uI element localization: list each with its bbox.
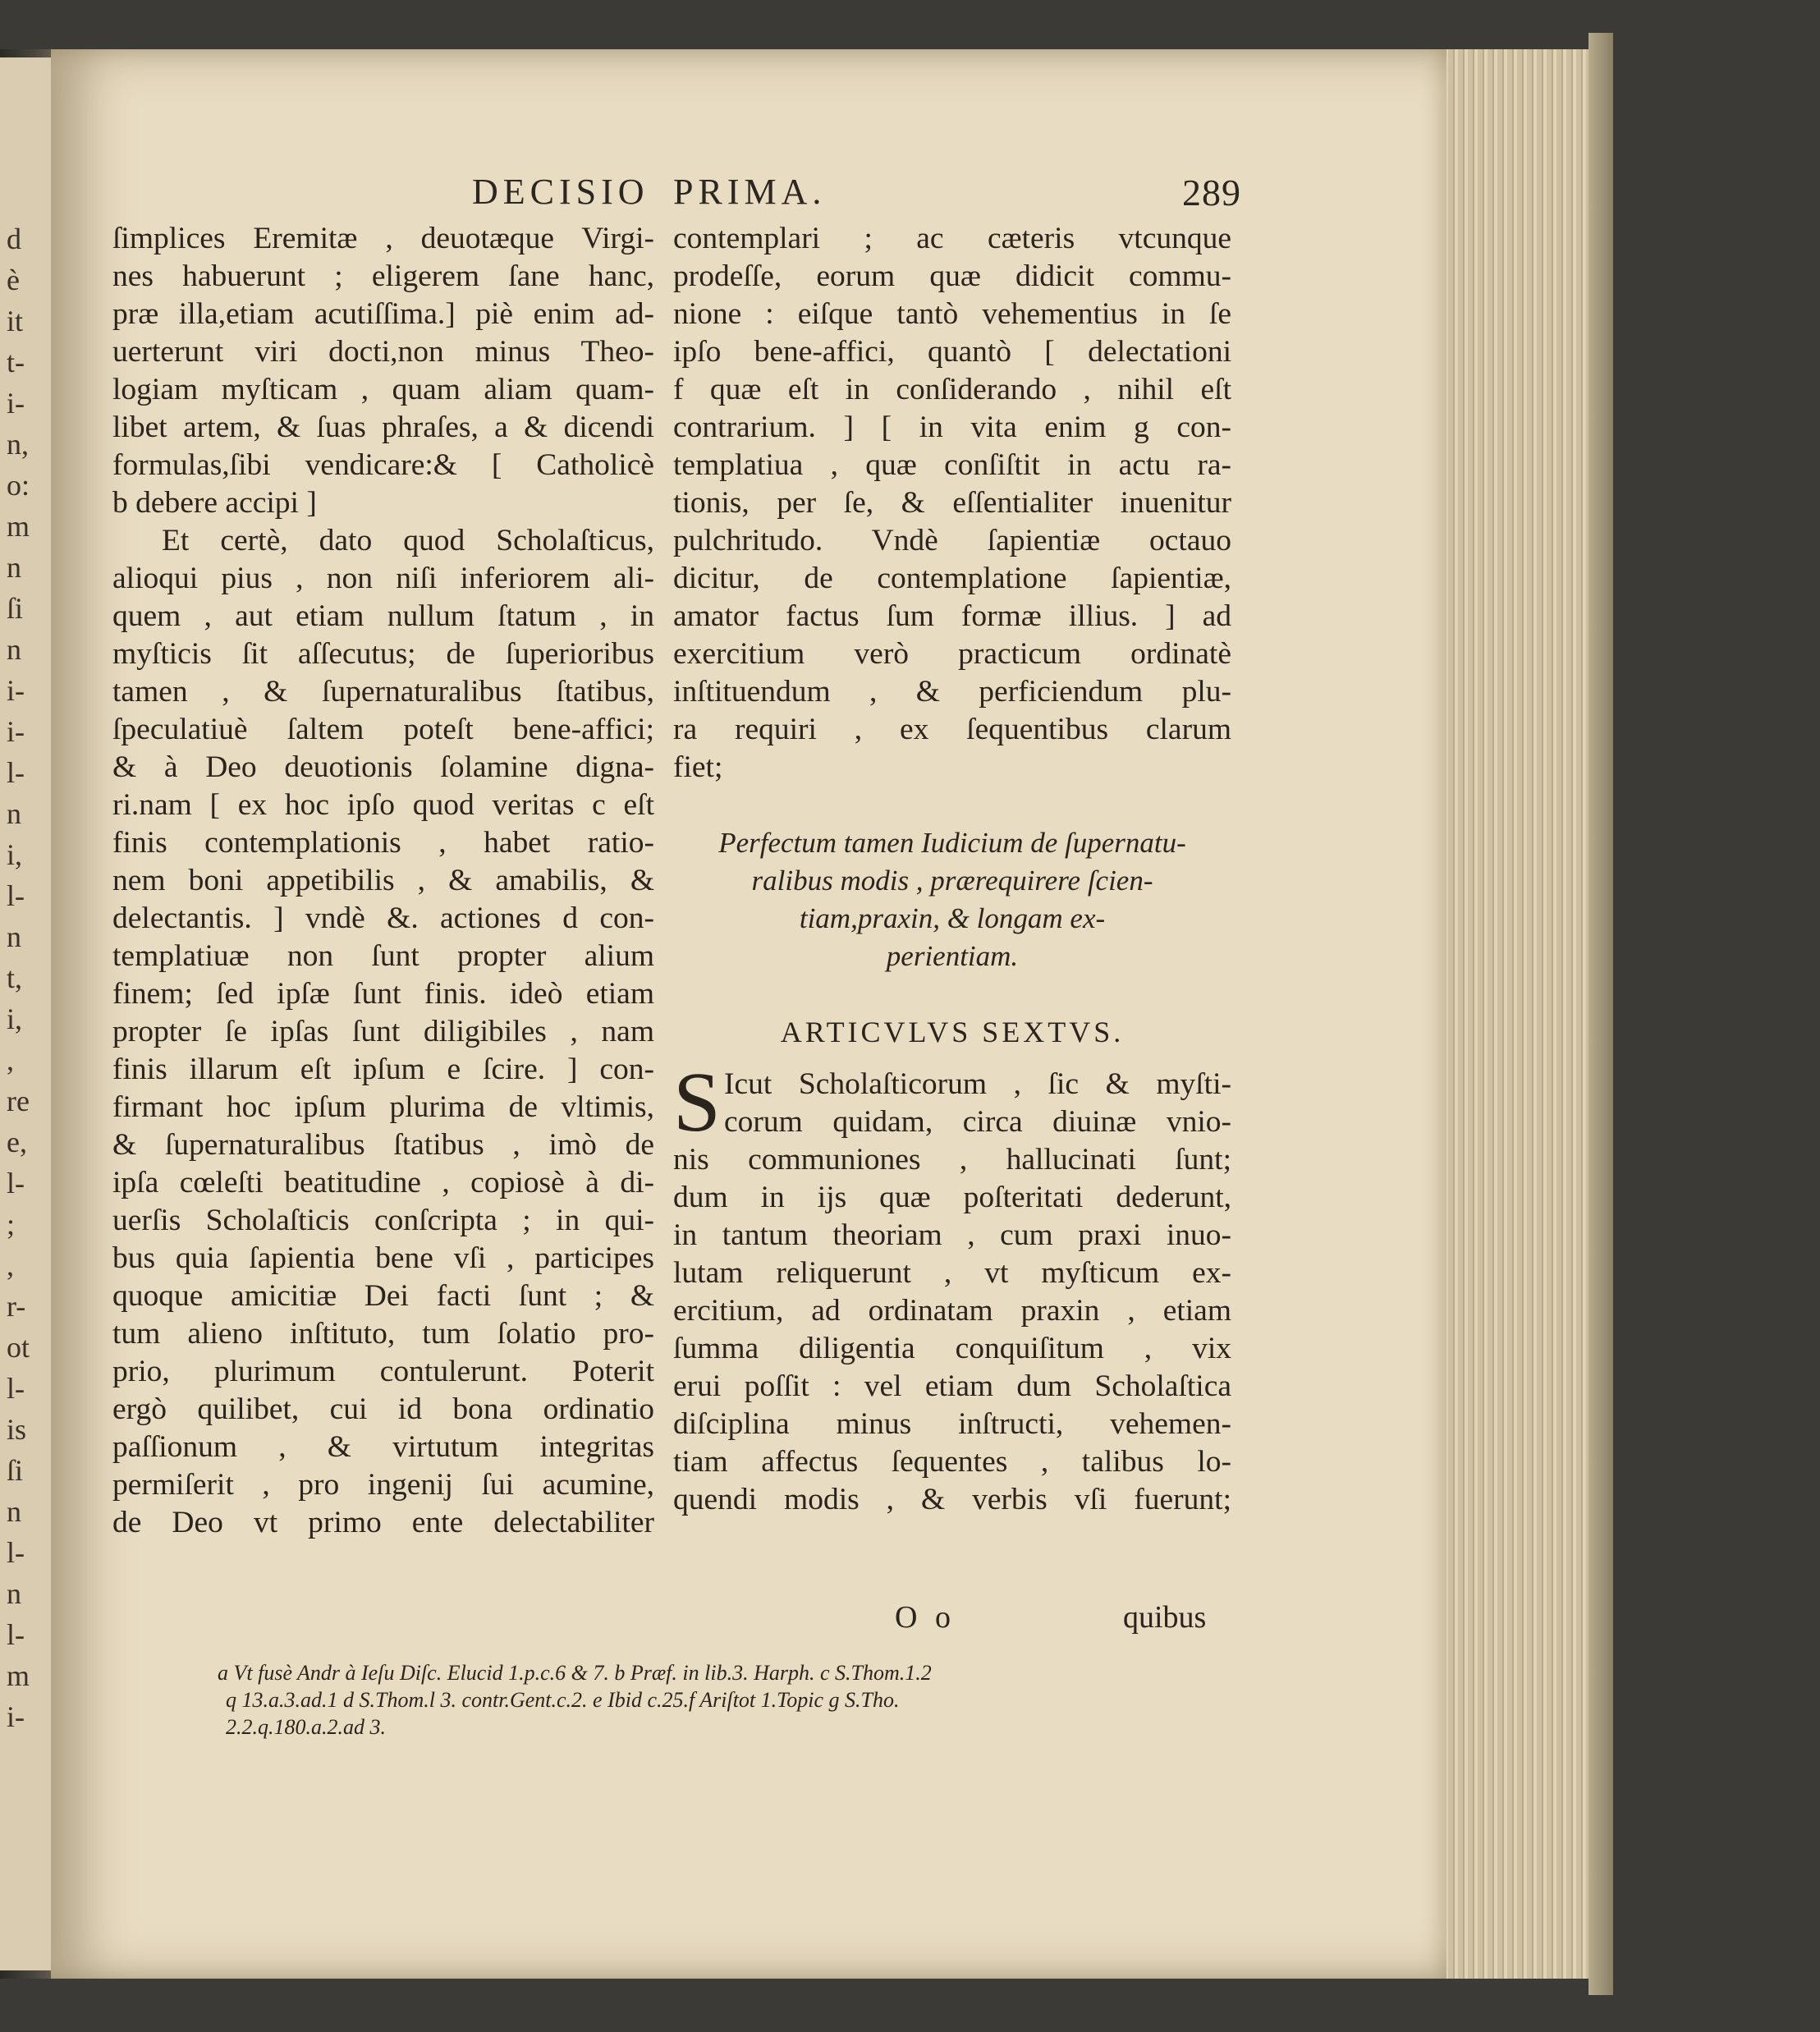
- section-heading-line: tiam,praxin, & longam ex-: [799, 902, 1106, 934]
- previous-page-edge: [0, 57, 53, 1970]
- text-line: nem boni appetibilis , & amabilis, &: [112, 864, 654, 897]
- text-line: quem , aut etiam nullum ſtatum , in: [112, 599, 654, 633]
- text-line: prio, plurimum contulerunt. Poterit: [112, 1355, 654, 1388]
- text-line: exercitium verò practicum ordinatè: [673, 637, 1231, 671]
- prev-page-fragment: i-: [7, 387, 25, 420]
- prev-page-fragment: i-: [7, 715, 25, 748]
- text-line: contemplari ; ac cæteris vtcunque: [673, 222, 1231, 255]
- text-line: fiet;: [673, 750, 723, 784]
- cover-edge: [1588, 33, 1613, 1995]
- text-line: finis illarum eſt ipſum e ſcire. ] con-: [112, 1053, 654, 1086]
- prev-page-fragment: ;: [7, 1208, 16, 1241]
- text-line: pulchritudo. Vndè ſapientiæ octauo: [673, 524, 1231, 557]
- prev-page-fragment: l-: [7, 1618, 25, 1651]
- article-title: ARTICVLVS SEXTVS.: [780, 1016, 1125, 1048]
- text-line: nes habuerunt ; eligerem ſane hanc,: [112, 259, 654, 293]
- prev-page-fragment: n,: [7, 428, 29, 461]
- prev-page-fragment: l-: [7, 1372, 25, 1405]
- text-line: templatiuæ non ſunt propter alium: [112, 939, 654, 973]
- signature-mark: O o: [895, 1600, 956, 1635]
- text-line: ipſa cœleſti beatitudine , copiosè à di-: [112, 1166, 654, 1199]
- text-line: dum in ijs quæ poſteritati dederunt,: [673, 1181, 1231, 1214]
- text-line: dicitur, de contemplatione ſapientiæ,: [673, 562, 1231, 595]
- text-line: quoque amicitiæ Dei facti ſunt ; &: [112, 1279, 654, 1313]
- text-line: permiſerit , pro ingenij ſui acumine,: [112, 1468, 654, 1502]
- text-line: alioqui pius , non niſi inferiorem ali-: [112, 562, 654, 595]
- prev-page-fragment: l-: [7, 1536, 25, 1569]
- text-line: paſſionum , & virtutum integritas: [112, 1430, 654, 1464]
- text-line: finem; ſed ipſæ ſunt finis. ideò etiam: [112, 977, 654, 1011]
- section-heading-line: Perfectum tamen Iudicium de ſupernatu-: [718, 827, 1186, 859]
- prev-page-fragment: ot: [7, 1331, 30, 1364]
- text-line: firmant hoc ipſum plurima de vltimis,: [112, 1090, 654, 1124]
- text-line: erui poſſit : vel etiam dum Scholaſtica: [673, 1369, 1231, 1403]
- text-line: tamen , & ſupernaturalibus ſtatibus,: [112, 675, 654, 709]
- text-line: quendi modis , & verbis vſi fuerunt;: [673, 1483, 1231, 1516]
- prev-page-fragment: è: [7, 264, 20, 296]
- prev-page-fragment: d: [7, 222, 21, 255]
- text-line: & ſupernaturalibus ſtatibus , imò de: [112, 1128, 654, 1162]
- prev-page-fragment: i-: [7, 1700, 25, 1733]
- prev-page-fragment: n: [7, 633, 21, 666]
- catchword: quibus: [1123, 1600, 1207, 1635]
- prev-page-fragment: e,: [7, 1126, 27, 1158]
- prev-page-fragment: t-: [7, 346, 25, 378]
- prev-page-fragment: ,: [7, 1249, 14, 1282]
- text-line: ſumma diligentia conquiſitum , vix: [673, 1332, 1231, 1365]
- text-line: nis communiones , hallucinati ſunt;: [673, 1143, 1231, 1177]
- text-line: logiam myſticam , quam aliam quam-: [112, 373, 654, 406]
- prev-page-fragment: i,: [7, 1002, 23, 1035]
- prev-page-fragment: n: [7, 797, 21, 830]
- text-line: myſticis ſit aſſecutus; de ſuperioribus: [112, 637, 654, 671]
- text-line: Icut Scholaſticorum , ſic & myſti-: [724, 1067, 1231, 1101]
- prev-page-fragment: ſi: [7, 592, 24, 625]
- text-line: propter ſe ipſas ſunt diligibiles , nam: [112, 1015, 654, 1048]
- prev-page-fragment: m: [7, 1659, 30, 1692]
- prev-page-fragment: m: [7, 510, 30, 543]
- text-line: tum alieno inſtituto, tum ſolatio pro-: [112, 1317, 654, 1351]
- text-line: f quæ eſt in conſiderando , nihil eſt: [673, 373, 1231, 406]
- text-line: uerſis Scholaſticis conſcripta ; in qui-: [112, 1204, 654, 1237]
- page-number: 289: [1182, 172, 1241, 213]
- text-line: amator factus ſum formæ illius. ] ad: [673, 599, 1231, 633]
- prev-page-fragment: i-: [7, 674, 25, 707]
- prev-page-fragment: t,: [7, 961, 23, 994]
- text-line: in tantum theoriam , cum praxi inuo-: [673, 1218, 1231, 1252]
- prev-page-fragment: l-: [7, 756, 25, 789]
- prev-page-fragment: n: [7, 1495, 21, 1528]
- text-line: delectantis. ] vndè &. actiones d con-: [112, 901, 654, 935]
- prev-page-fragment: i,: [7, 838, 23, 871]
- footnote-line: q 13.a.3.ad.1 d S.Thom.l 3. contr.Gent.c.2. e Ibid c.25.f Ariſtot 1.Topic g S.Tho.: [226, 1688, 900, 1712]
- prev-page-fragment: ſi: [7, 1454, 24, 1487]
- section-heading-line: perientiam.: [886, 940, 1019, 972]
- text-line: nione : eiſque tantò vehementius in ſe: [673, 297, 1231, 331]
- prev-page-fragment: re: [7, 1085, 30, 1117]
- text-line: formulas,ſibi vendicare:& [ Catholicè: [112, 448, 654, 482]
- text-line: ri.nam [ ex hoc ipſo quod veritas c eſt: [112, 788, 654, 822]
- prev-page-fragment: n: [7, 920, 21, 953]
- text-line: lutam reliquerunt , vt myſticum ex-: [673, 1256, 1231, 1290]
- text-line: præ illa,etiam acutiſſima.] piè enim ad-: [112, 297, 654, 331]
- text-line: inſtituendum , & perficiendum plu-: [673, 675, 1231, 709]
- prev-page-fragment: is: [7, 1413, 27, 1446]
- text-line: b debere accipi ]: [112, 486, 317, 520]
- prev-page-fragment: o:: [7, 469, 30, 502]
- prev-page-fragment: ,: [7, 1044, 14, 1076]
- text-line: contrarium. ] [ in vita enim g con-: [673, 411, 1231, 444]
- text-line: tionis, per ſe, & eſſentialiter inuenitur: [673, 486, 1231, 520]
- text-line: templatiua , quæ conſiſtit in actu ra-: [673, 448, 1231, 482]
- prev-page-fragment: n: [7, 551, 21, 584]
- text-line: corum quidam, circa diuinæ vnio-: [724, 1105, 1231, 1139]
- text-line: ergò quilibet, cui id bona ordinatio: [112, 1392, 654, 1426]
- text-line: finis contemplationis , habet ratio-: [112, 826, 654, 860]
- right-column: [673, 220, 1231, 1519]
- prev-page-fragment: n: [7, 1577, 21, 1610]
- text-line: uerterunt viri docti,non minus Theo-: [112, 335, 654, 369]
- text-line: ipſo bene-affici, quantò [ delectationi: [673, 335, 1231, 369]
- text-line: libet artem, & ſuas phraſes, a & dicendi: [112, 411, 654, 444]
- text-line: tiam affectus ſequentes , talibus lo-: [673, 1445, 1231, 1479]
- running-head-right: PRIMA.: [673, 172, 827, 212]
- prev-page-fragment: l-: [7, 879, 25, 912]
- section-heading-line: ralibus modis , prærequirere ſcien-: [751, 865, 1153, 897]
- footnotes: [218, 1660, 1235, 1741]
- text-line: prodeſſe, eorum quæ didicit commu-: [673, 259, 1231, 293]
- footnote-line: 2.2.q.180.a.2.ad 3.: [226, 1715, 386, 1739]
- text-line: Et certè, dato quod Scholaſticus,: [162, 524, 654, 557]
- text-line: ercitium, ad ordinatam praxin , etiam: [673, 1294, 1231, 1328]
- footnote-line: a Vt fusè Andr à Ieſu Diſc. Elucid 1.p.c.6 & 7. b Præf. in lib.3. Harph. c S.Thom.1.2: [218, 1661, 932, 1685]
- text-line: bus quia ſapientia bene vſi , participes: [112, 1241, 654, 1275]
- text-line: ra requiri , ex ſequentibus clarum: [673, 713, 1231, 746]
- text-line: ſimplices Eremitæ , deuotæque Virgi-: [112, 222, 654, 255]
- page-block-edges: [1428, 49, 1595, 1979]
- prev-page-fragment: it: [7, 305, 24, 337]
- prev-page-fragment: l-: [7, 1167, 25, 1199]
- left-column: [112, 220, 654, 1542]
- text-line: ſpeculatiuè ſaltem poteſt bene-affici;: [112, 713, 654, 746]
- text-line: diſciplina minus inſtructi, vehemen-: [673, 1407, 1231, 1441]
- prev-page-fragment: r-: [7, 1290, 26, 1323]
- running-head-left: DECISIO: [472, 172, 649, 212]
- text-line: & à Deo deuotionis ſolamine digna-: [112, 750, 654, 784]
- text-line: de Deo vt primo ente delectabiliter: [112, 1506, 654, 1539]
- drop-cap: S: [673, 1055, 721, 1149]
